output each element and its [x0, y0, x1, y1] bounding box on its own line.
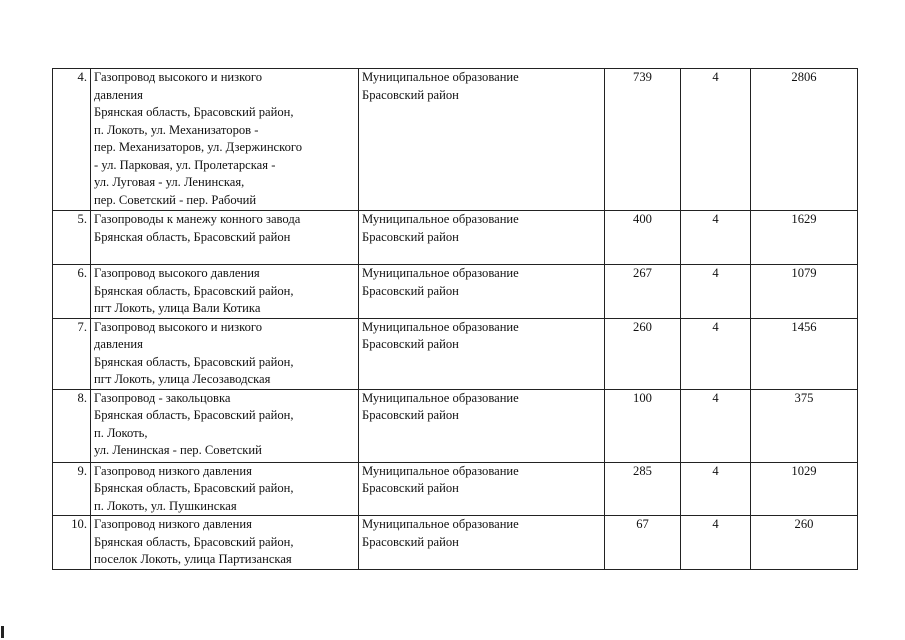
pipeline-name-address: Газопровод низкого давления Брянская область, Брасовский район, п. Локоть, ул. Пушкинская: [91, 462, 359, 516]
length-value: 100: [605, 389, 681, 462]
pipeline-name-address: Газопроводы к манежу конного завода Брянская область, Брасовский район: [91, 211, 359, 265]
class-value: 4: [681, 69, 751, 211]
pipeline-name-address: Газопровод высокого давления Брянская область, Брасовский район, пгт Локоть, улица Вали Котика: [91, 265, 359, 319]
row-number: 10.: [53, 516, 91, 570]
row-number: 6.: [53, 265, 91, 319]
class-value: 4: [681, 389, 751, 462]
length-value: 739: [605, 69, 681, 211]
scan-edge-mark: [1, 626, 4, 638]
owner: Муниципальное образование Брасовский район: [359, 211, 605, 265]
amount-value: 1079: [751, 265, 858, 319]
length-value: 267: [605, 265, 681, 319]
class-value: 4: [681, 265, 751, 319]
pipeline-name-address: Газопровод - закольцовка Брянская область, Брасовский район, п. Локоть, ул. Ленинская - пер. Советский: [91, 389, 359, 462]
amount-value: 2806: [751, 69, 858, 211]
table-row: [53, 69, 858, 211]
class-value: 4: [681, 516, 751, 570]
length-value: 67: [605, 516, 681, 570]
row-number: 4.: [53, 69, 91, 211]
table-row: [53, 318, 858, 389]
owner: Муниципальное образование Брасовский район: [359, 265, 605, 319]
pipeline-name-address: Газопровод высокого и низкого давления Брянская область, Брасовский район, п. Локоть, ул. Механизаторов - пер. Механизаторов, ул. Дзержинского - ул. Парковая, ул. Пролетарская - ул. Луговая - ул. Ленинская, пер. Советский - пер. Рабочий: [91, 69, 359, 211]
class-value: 4: [681, 211, 751, 265]
table-row: [53, 462, 858, 516]
row-number: 8.: [53, 389, 91, 462]
gas-pipelines-table: [52, 68, 858, 570]
length-value: 285: [605, 462, 681, 516]
table-row: [53, 265, 858, 319]
table-row: [53, 211, 858, 265]
table-row: [53, 516, 858, 570]
amount-value: 1456: [751, 318, 858, 389]
class-value: 4: [681, 318, 751, 389]
row-number: 7.: [53, 318, 91, 389]
row-number: 5.: [53, 211, 91, 265]
owner: Муниципальное образование Брасовский район: [359, 516, 605, 570]
owner: Муниципальное образование Брасовский район: [359, 318, 605, 389]
amount-value: 375: [751, 389, 858, 462]
amount-value: 1029: [751, 462, 858, 516]
owner: Муниципальное образование Брасовский район: [359, 69, 605, 211]
length-value: 400: [605, 211, 681, 265]
row-number: 9.: [53, 462, 91, 516]
pipeline-name-address: Газопровод высокого и низкого давления Брянская область, Брасовский район, пгт Локоть, улица Лесозаводская: [91, 318, 359, 389]
length-value: 260: [605, 318, 681, 389]
pipeline-name-address: Газопровод низкого давления Брянская область, Брасовский район, поселок Локоть, улица Партизанская: [91, 516, 359, 570]
owner: Муниципальное образование Брасовский район: [359, 389, 605, 462]
owner: Муниципальное образование Брасовский район: [359, 462, 605, 516]
table-row: [53, 389, 858, 462]
amount-value: 260: [751, 516, 858, 570]
class-value: 4: [681, 462, 751, 516]
amount-value: 1629: [751, 211, 858, 265]
